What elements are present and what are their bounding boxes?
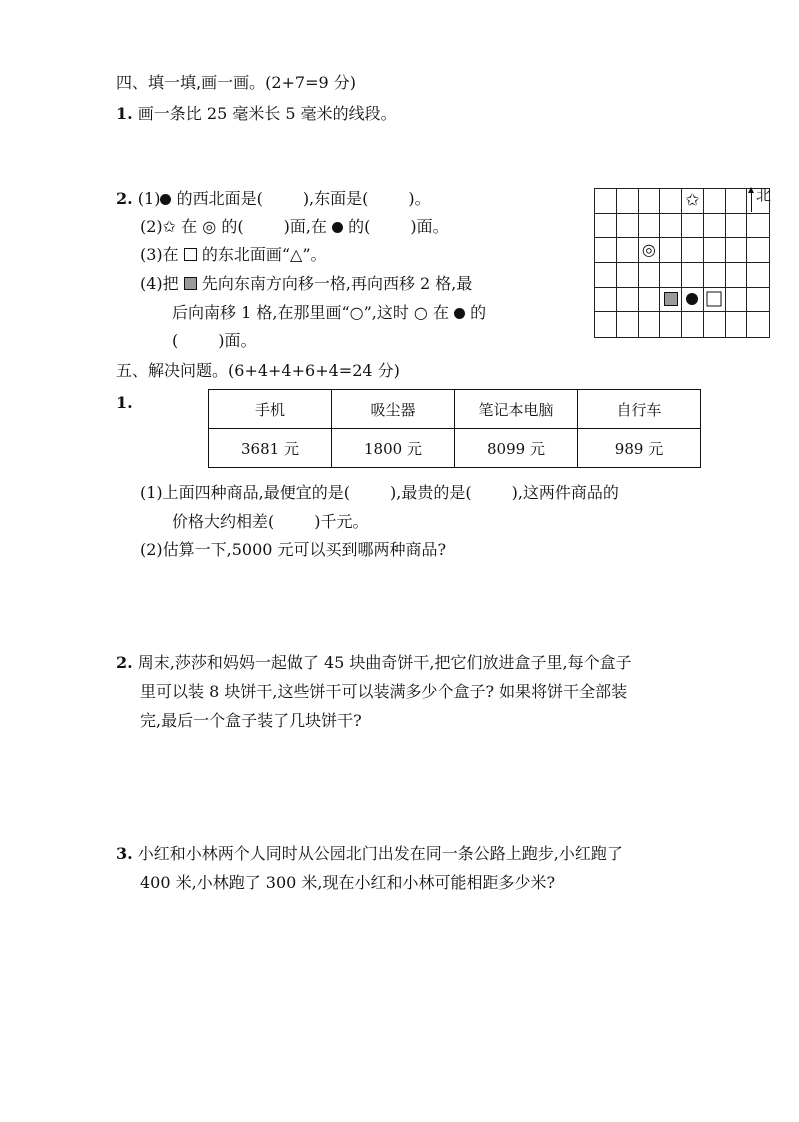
grid-cell bbox=[704, 238, 726, 263]
question-text: 画一条比 25 毫米长 5 毫米的线段。 bbox=[137, 104, 397, 123]
s5-q1-part1-line1 bbox=[140, 482, 619, 504]
section4-score: (2+7=9 分) bbox=[265, 73, 357, 92]
grid-cell bbox=[682, 214, 704, 239]
table-cell: 8099 元 bbox=[455, 429, 578, 468]
question-number: 2. bbox=[116, 653, 133, 672]
grid-cell bbox=[639, 238, 661, 263]
question-text: 周末,莎莎和妈妈一起做了 45 块曲奇饼干,把它们放进盒子里,每个盒子 bbox=[137, 653, 632, 672]
part-text: 的( bbox=[348, 217, 371, 236]
grid-cell bbox=[660, 189, 682, 214]
black-dot-icon bbox=[454, 308, 465, 319]
north-label: 北 bbox=[756, 186, 772, 204]
part-text: (4)把 bbox=[140, 274, 179, 293]
grid-cell bbox=[704, 263, 726, 288]
grid-cell bbox=[639, 288, 661, 313]
s4-question-1 bbox=[116, 103, 397, 125]
grid-cell bbox=[726, 214, 748, 239]
grid-cell bbox=[617, 263, 639, 288]
grid-cell bbox=[595, 189, 617, 214]
part-text: 的 bbox=[470, 303, 487, 322]
part-text: )。 bbox=[408, 189, 431, 208]
grid-cell bbox=[726, 263, 748, 288]
part-label: (1) bbox=[137, 189, 161, 208]
grid-cell bbox=[726, 238, 748, 263]
north-arrow-icon bbox=[751, 188, 752, 212]
s5-q2-line3: 完,最后一个盒子装了几块饼干? bbox=[140, 711, 362, 730]
grid-cell bbox=[682, 312, 704, 337]
table-cell: 1800 元 bbox=[332, 429, 455, 468]
grid-cell bbox=[704, 214, 726, 239]
s4-q2-part4-line3 bbox=[172, 330, 257, 352]
grid-cell bbox=[617, 189, 639, 214]
table-header-cell: 吸尘器 bbox=[332, 390, 455, 429]
s5-q2-line2: 里可以装 8 块饼干,这些饼干可以装满多少个盒子? 如果将饼干全部装 bbox=[140, 682, 628, 701]
grid-cell bbox=[660, 238, 682, 263]
part-text: ),最贵的是( bbox=[390, 483, 472, 502]
gray-square-icon bbox=[664, 292, 678, 306]
s4-q2-part4-line2 bbox=[172, 302, 486, 324]
double-circle-icon: ◎ bbox=[641, 240, 656, 260]
grid-cell bbox=[639, 312, 661, 337]
part-text: (1)上面四种商品,最便宜的是( bbox=[140, 483, 350, 502]
section4-heading bbox=[116, 72, 356, 94]
grid-cell bbox=[682, 189, 704, 214]
grid-cell bbox=[639, 263, 661, 288]
part-text: )千元。 bbox=[314, 512, 369, 531]
grid-cell bbox=[726, 312, 748, 337]
section4-title: 四、填一填,画一画。 bbox=[116, 73, 266, 92]
grid-cell bbox=[726, 288, 748, 313]
grid-cell bbox=[639, 189, 661, 214]
s5-q1-part2: (2)估算一下,5000 元可以买到哪两种商品? bbox=[140, 540, 447, 559]
grid-cell bbox=[682, 288, 704, 313]
price-table bbox=[208, 389, 701, 468]
part-text: (3)在 bbox=[140, 245, 179, 264]
question-number: 2. bbox=[116, 189, 133, 208]
grid-cell bbox=[747, 238, 769, 263]
s4-q2-part2 bbox=[140, 216, 449, 238]
part-text: ),东面是( bbox=[302, 189, 369, 208]
question-number: 1. bbox=[116, 393, 133, 412]
s5-q1-part1-line2 bbox=[172, 511, 369, 533]
question-number: 3. bbox=[116, 844, 133, 863]
part-text: 的西北面是( bbox=[176, 189, 263, 208]
table-row bbox=[209, 390, 701, 429]
question-number: 1. bbox=[116, 104, 133, 123]
table-cell: 989 元 bbox=[578, 429, 701, 468]
s4-q2-part4-line1 bbox=[140, 273, 472, 295]
grid-cell bbox=[660, 288, 682, 313]
part-text: 价格大约相差( bbox=[172, 512, 275, 531]
grid-cell bbox=[617, 238, 639, 263]
white-square-icon bbox=[184, 248, 197, 261]
grid-cell bbox=[660, 214, 682, 239]
grid-cell bbox=[682, 263, 704, 288]
grid-cell bbox=[726, 189, 748, 214]
white-square-icon bbox=[707, 292, 722, 307]
s5-q3-line2: 400 米,小林跑了 300 米,现在小红和小林可能相距多少米? bbox=[140, 873, 556, 892]
grid-cell bbox=[660, 263, 682, 288]
gray-square-icon bbox=[184, 277, 197, 290]
table-cell: 3681 元 bbox=[209, 429, 332, 468]
part-text: 在 bbox=[181, 217, 198, 236]
grid-cell bbox=[682, 238, 704, 263]
part-text: )面。 bbox=[410, 217, 449, 236]
section5-heading bbox=[116, 360, 400, 382]
grid-cell bbox=[639, 214, 661, 239]
grid-cell bbox=[617, 312, 639, 337]
grid-cell bbox=[704, 189, 726, 214]
grid-cell bbox=[595, 238, 617, 263]
part-text: )面,在 bbox=[283, 217, 327, 236]
s5-q3-line1 bbox=[116, 843, 623, 865]
part-text: )面。 bbox=[218, 331, 257, 350]
section5-score: (6+4+4+6+4=24 分) bbox=[228, 361, 400, 380]
black-dot-icon bbox=[686, 293, 698, 305]
part-text: 先向东南方向移一格,再向西移 2 格,最 bbox=[201, 274, 473, 293]
grid-cell bbox=[595, 214, 617, 239]
grid-cell bbox=[595, 288, 617, 313]
star-icon: ✩ bbox=[685, 190, 700, 211]
s5-q2-line1 bbox=[116, 652, 632, 674]
grid-cell bbox=[747, 312, 769, 337]
s4-q2-part3 bbox=[140, 244, 327, 266]
table-header-cell: 笔记本电脑 bbox=[455, 390, 578, 429]
grid-cell bbox=[704, 312, 726, 337]
black-dot-icon bbox=[332, 222, 343, 233]
part-text: 的( bbox=[221, 217, 244, 236]
s4-q2-part1 bbox=[116, 188, 431, 210]
grid-cell bbox=[747, 214, 769, 239]
part-text: ),这两件商品的 bbox=[511, 483, 619, 502]
part-label: (2) bbox=[140, 217, 163, 236]
double-circle-icon: ◎ bbox=[202, 217, 217, 236]
grid-cell bbox=[747, 263, 769, 288]
grid-cell bbox=[595, 263, 617, 288]
grid-cell bbox=[617, 214, 639, 239]
question-text: 小红和小林两个人同时从公园北门出发在同一条公路上跑步,小红跑了 bbox=[137, 844, 623, 863]
table-row bbox=[209, 429, 701, 468]
grid-cell bbox=[704, 288, 726, 313]
section5-title: 五、解决问题。 bbox=[116, 361, 229, 380]
part-text: ( bbox=[172, 331, 179, 350]
part-text: 后向南移 1 格,在那里画“○”,这时 ○ 在 bbox=[172, 303, 449, 322]
grid-cell bbox=[660, 312, 682, 337]
grid-cell bbox=[617, 288, 639, 313]
part-text: 的东北面画“△”。 bbox=[201, 245, 327, 264]
star-icon: ✩ bbox=[162, 217, 177, 236]
black-dot-icon bbox=[160, 194, 171, 205]
table-header-cell: 手机 bbox=[209, 390, 332, 429]
direction-grid bbox=[594, 188, 770, 338]
table-header-cell: 自行车 bbox=[578, 390, 701, 429]
grid-cell bbox=[747, 288, 769, 313]
grid-cell bbox=[595, 312, 617, 337]
